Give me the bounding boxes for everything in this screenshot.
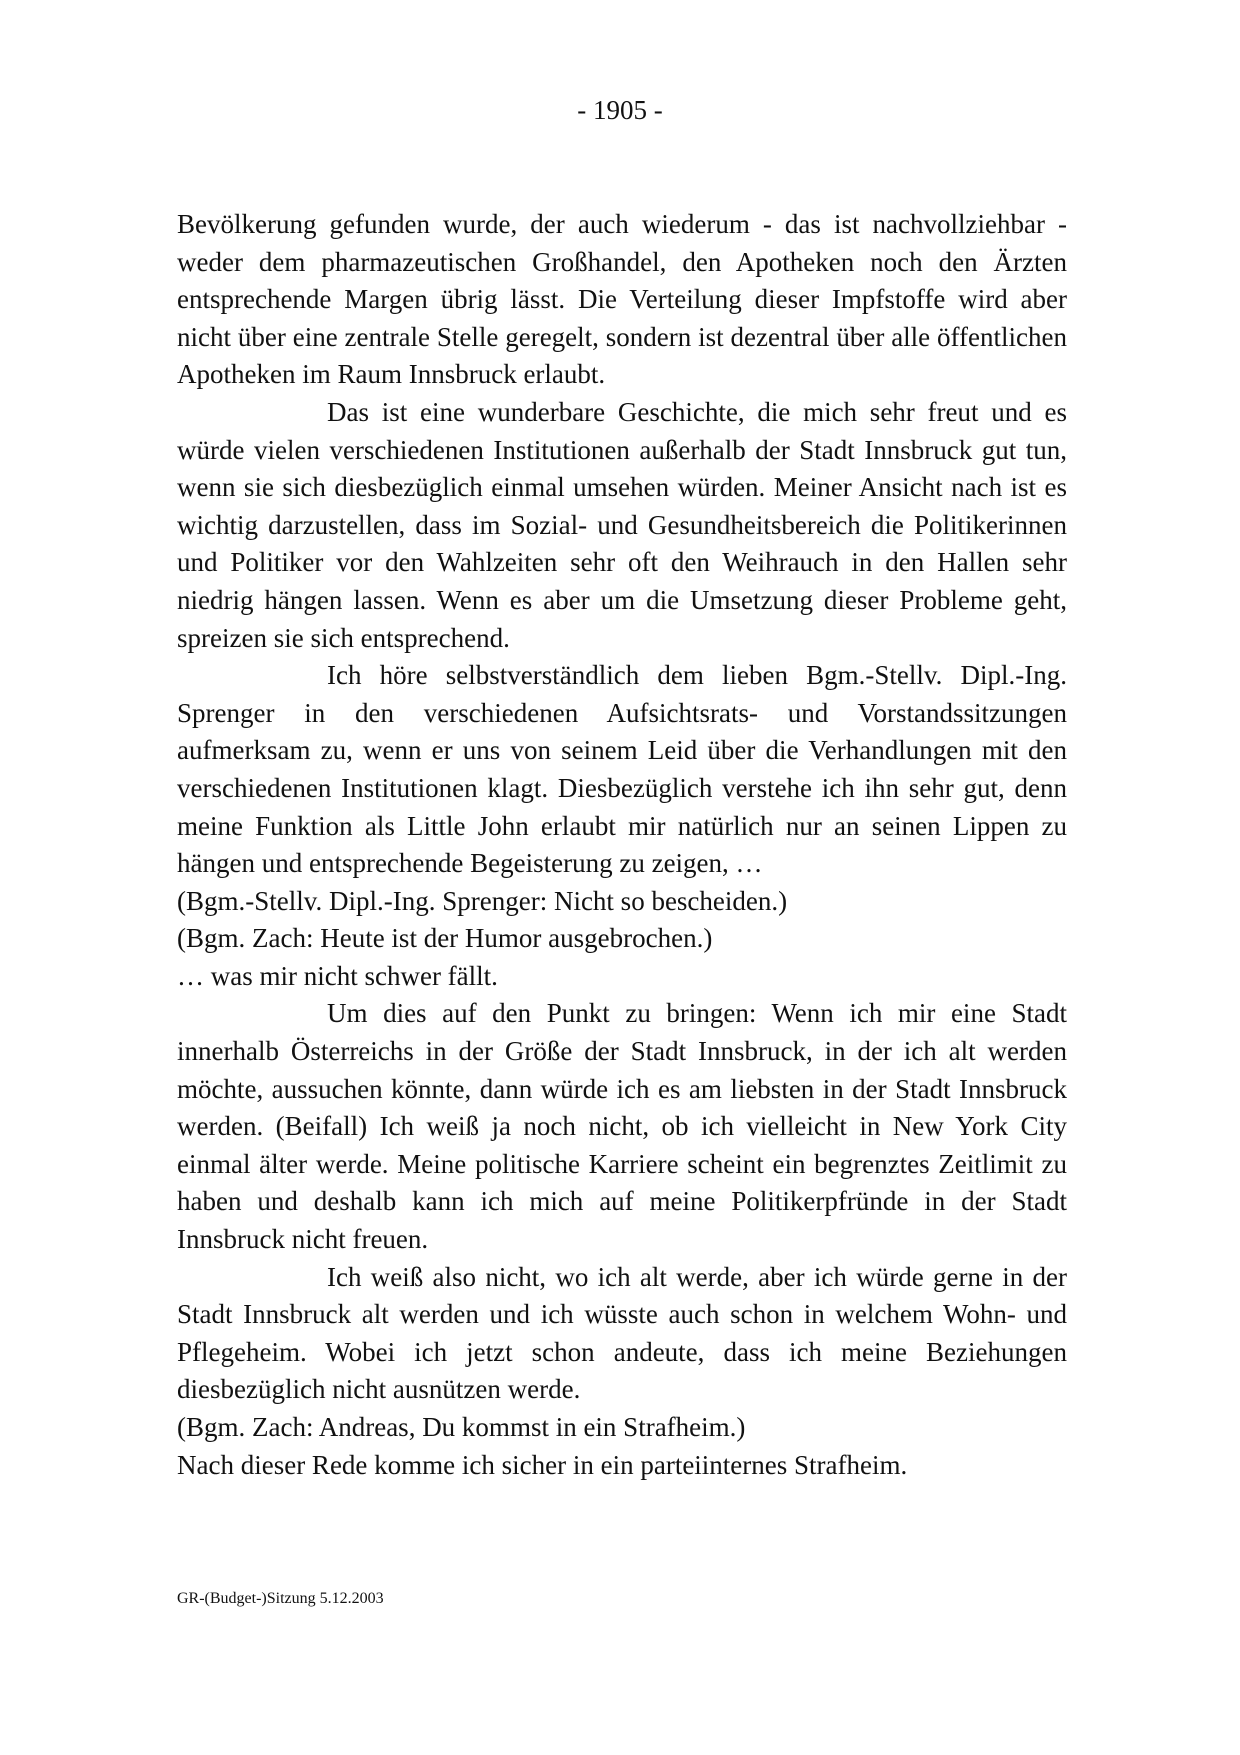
continuation-line: … was mir nicht schwer fällt. [177,960,498,991]
paragraph-4: Um dies auf den Punkt zu bringen: Wenn ich mir eine Stadt innerhalb Österreichs in der Größe der Stadt Innsbruck, in der ich alt werden möchte, aussuchen könnte, dann würde ich es am liebsten in der Stadt Innsbruck werden. (Beifall) Ich weiß ja noch nicht, ob ich vielleicht in New York City einmal älter werde. Meine politische Karriere scheint ein begrenztes Zeitlimit zu haben und deshalb kann ich mich auf meine Politikerpfründe in der Stadt Innsbruck nicht freuen. [177,998,1067,1255]
paragraph-2: Das ist eine wunderbare Geschichte, die mich sehr freut und es würde vielen verschiedenen Institutionen außerhalb der Stadt Innsbruck gut tun, wenn sie sich diesbezüglich einmal umsehen würden. Meiner Ansicht nach ist es wichtig darzustellen, dass im Sozial- und Gesundheitsbereich die Politikerinnen und Politiker vor den Wahlzeiten sehr oft den Weihrauch in den Hallen sehr niedrig hängen lassen. Wenn es aber um die Umsetzung dieser Probleme geht, spreizen sie sich entsprechend. [177,396,1067,653]
closing-line: Nach dieser Rede komme ich sicher in ein parteiinternes Strafheim. [177,1449,908,1480]
body-text [177,206,1067,1484]
interjection-zach-humor: (Bgm. Zach: Heute ist der Humor ausgebrochen.) [177,923,713,954]
page-number: - 1905 - [577,95,663,125]
paragraph-3: Ich höre selbstverständlich dem lieben Bgm.-Stellv. Dipl.-Ing. Sprenger in den verschiedenen Aufsichtsrats- und Vorstandssitzungen aufmerksam zu, wenn er uns von seinem Leid über die Verhandlungen mit den verschiedenen Institutionen klagt. Diesbezüglich verstehe ich ihn sehr gut, denn meine Funktion als Little John erlaubt mir natürlich nur an seinen Lippen zu hängen und entsprechende Begeisterung zu zeigen, … [177,660,1067,879]
paragraph-5: Ich weiß also nicht, wo ich alt werde, aber ich würde gerne in der Stadt Innsbruck alt werden und ich wüsste auch schon in welchem Wohn- und Pflegeheim. Wobei ich jetzt schon andeute, dass ich meine Beziehungen diesbezüglich nicht ausnützen werde. [177,1261,1067,1405]
interjection-zach-strafheim: (Bgm. Zach: Andreas, Du kommst in ein Strafheim.) [177,1412,746,1442]
footer-session-label: GR-(Budget-)Sitzung 5.12.2003 [177,1590,384,1607]
paragraph-1: Bevölkerung gefunden wurde, der auch wiederum - das ist nachvollziehbar - weder dem pharmazeutischen Großhandel, den Apotheken noch den Ärzten entsprechende Margen übrig lässt. Die Verteilung dieser Impfstoffe wird aber nicht über eine zentrale Stelle geregelt, sondern ist dezentral über alle öffentlichen Apotheken im Raum Innsbruck erlaubt. [177,209,1067,390]
interjection-sprenger: (Bgm.-Stellv. Dipl.-Ing. Sprenger: Nicht so bescheiden.) [177,885,788,916]
